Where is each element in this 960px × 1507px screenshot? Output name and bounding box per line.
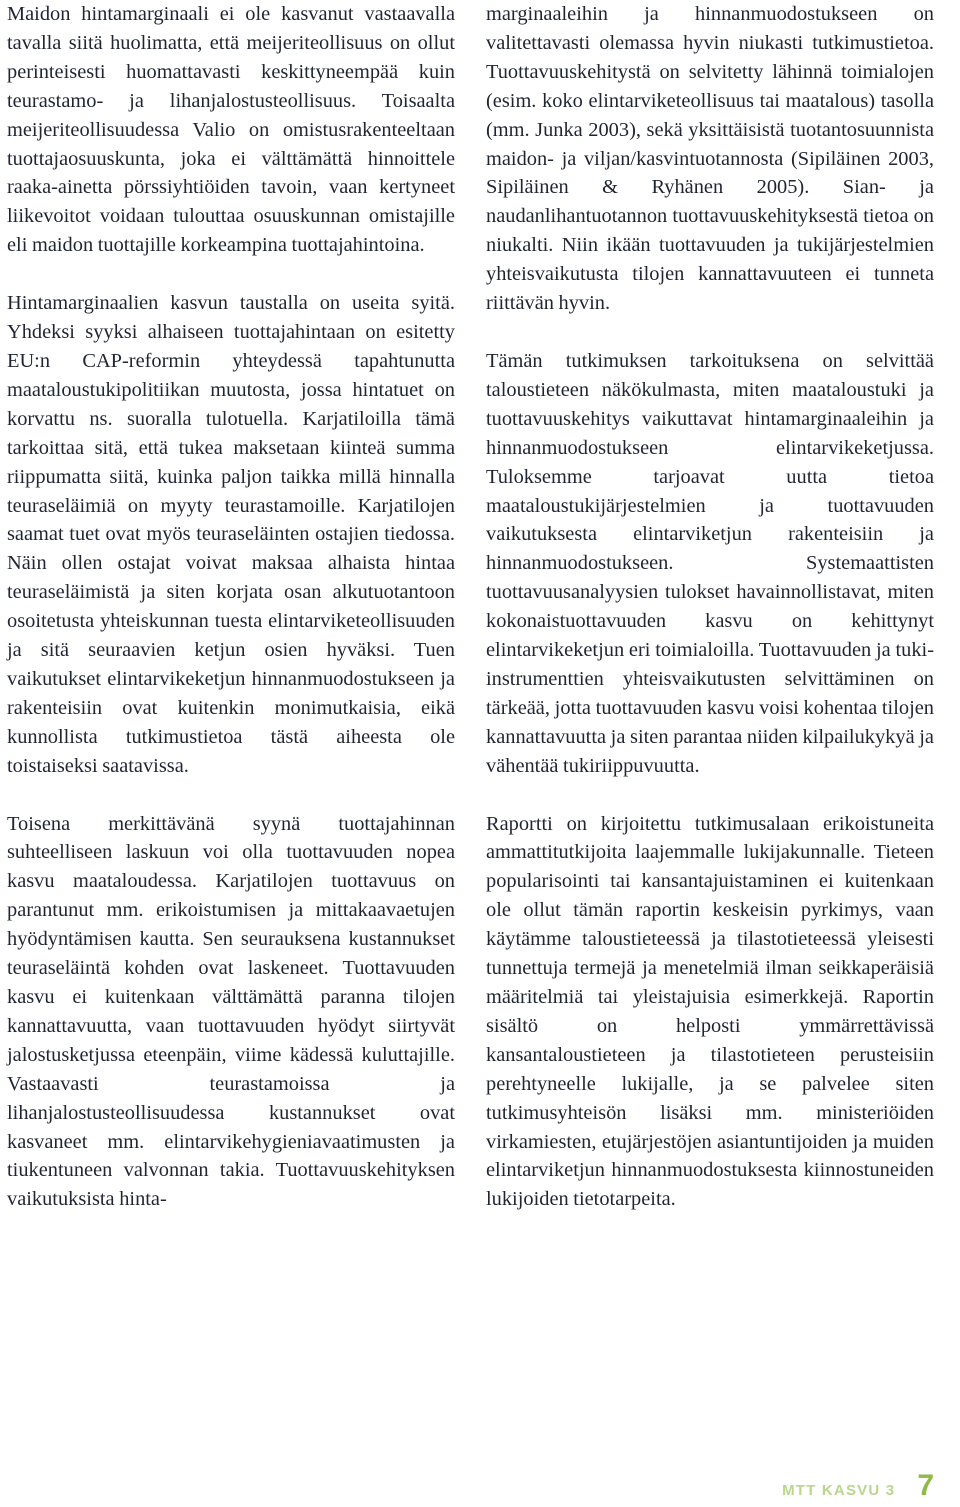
page-footer xyxy=(782,1469,934,1503)
paragraph: Raportti on kirjoitettu tutkimusalaan erikoistuneita ammattitutkijoita laajemmalle lukijakunnalle. Tieteen popularisointi tai kansantajuistaminen ei kuitenkaan ole ollut tämän raportin keskeisin pyrkimys, vaan käytämme taloustieteessä ja tilastotieteessä yleisesti tunnettuja termejä ja menetelmiä ilman seikkaperäisiä määritelmiä tai yleistajuisia esimerkkejä. Raportin sisältö on helposti ymmärrettävissä kansantaloustieteen ja tilastotieteen perusteisiin perehtyneelle lukijalle, ja se palvelee siten tutkimusyhteisön lisäksi mm. ministeriöiden virkamiesten, etujärjestöjen asiantuntijoiden ja muiden elintarviketjun hinnanmuodostuksesta kiinnostuneiden lukijoiden tietotarpeita. xyxy=(486,812,934,1211)
right-column xyxy=(486,0,934,1214)
paragraph: Toisena merkittävänä syynä tuottajahinnan suhteelliseen laskuun voi olla tuottavuuden nopea kasvu maataloudessa. Karjatilojen tuottavuus on parantunut mm. erikoistumisen ja mittakaavaetujen hyödyntämisen kautta. Sen seurauksena kustannukset teuraseläintä kohden ovat laskeneet. Tuottavuuden kasvu ei kuitenkaan välttämättä paranna tilojen kannattavuutta, vaan tuottavuuden hyödyt siirtyvät jalostusketjussa eteenpäin, viime kädessä kuluttajille. Vastaavasti teurastamoissa ja lihanjalostusteollisuudessa kustannukset ovat kasvaneet mm. elintarvikehygieniavaatimusten ja tiukentuneen valvonnan takia. Tuottavuuskehityksen vaikutuksista hinta- xyxy=(7,812,455,1211)
paragraph: marginaaleihin ja hinnanmuodostukseen on valitettavasti olemassa hyvin niukasti tutkimustietoa. Tuottavuuskehitystä on selvitetty lähinnä toimialojen (esim. koko elintarviketeollisuus tai maatalous) tasolla (mm. Junka 2003), sekä yksittäisistä tuotantosuunnista maidon- ja viljan/kasvintuotannosta (Sipiläinen 2003, Sipiläinen & Ryhänen 2005). Sian- ja naudanlihantuotannon tuottavuuskehityksestä tietoa on niukalti. Niin ikään tuottavuuden ja tukijärjestelmien yhteisvaikutusta tilojen kannattavuuteen ei tunneta riittävän hyvin. xyxy=(486,3,934,315)
paragraph: Maidon hintamarginaali ei ole kasvanut vastaavalla tavalla siitä huolimatta, että meijeriteollisuus on ollut perinteisesti huomattavasti keskittyneempää kuin teurastamo- ja lihanjalostusteollisuus. Toisaalta meijeriteollisuudessa Valio on omistusrakenteeltaan tuottajaosuuskunta, joka ei välttämättä hinnoittele raaka-ainetta pörssiyhtiöiden tavoin, vaan kertyneet liikevoitot voidaan tulouttaa osuuskunnan omistajille eli maidon tuottajille korkeampina tuottajahintoina. xyxy=(7,3,455,257)
paragraph: Tämän tutkimuksen tarkoituksena on selvittää taloustieteen näkökulmasta, miten maataloustuki ja tuottavuuskehitys vaikuttavat hintamarginaaleihin ja hinnanmuodostukseen elintarvikeketjussa. Tuloksemme tarjoavat uutta tietoa maataloustukijärjestelmien ja tuottavuuden vaikutuksesta elintarviketjun rakenteisiin ja hinnanmuodostukseen. Systemaattisten tuottavuusanalyysien tulokset havainnollistavat, miten kokonaistuottavuuden kasvu on kehittynyt elintarvikeketjun eri toimialoilla. Tuottavuuden ja tuki-instrumenttien yhteisvaikutusten selvittäminen on tärkeää, jotta tuottavuuden kasvu voisi kohentaa tilojen kannattavuutta ja siten parantaa niiden kilpailukykyä ja vähentää tukiriippuvuutta. xyxy=(486,349,934,777)
left-column xyxy=(7,0,455,1214)
paragraph: Hintamarginaalien kasvun taustalla on useita syitä. Yhdeksi syyksi alhaiseen tuottajahintaan on esitetty EU:n CAP-reformin yhteydessä tapahtunutta maataloustukipolitiikan muutosta, jossa hintatuet on korvattu ns. suoralla tulotuella. Karjatiloilla tämä tarkoittaa sitä, että tukea maksetaan kiinteä summa riippumatta siitä, kuinka paljon taikka millä hinnalla teuraseläimiä on myyty teurastamoille. Karjatilojen saamat tuet ovat myös teuraseläinten ostajien tiedossa. Näin ollen ostajat voivat maksaa alhaista hintaa teuraseläimistä ja siten korjata osan alkutuotantoon osoitetusta yhteiskunnan tuesta elintarviketeollisuuden ja sitä seuraavien ketjun osien hyväksi. Tuen vaikutukset elintarvikeketjun hinnanmuodostukseen ja rakenteisiin ovat kuitenkin monimutkaisia, eikä kunnollista tutkimustietoa tästä aiheesta ole toistaiseksi saatavissa. xyxy=(7,292,455,777)
publication-name: MTT KASVU 3 xyxy=(782,1482,896,1499)
page-number: 7 xyxy=(917,1469,934,1502)
